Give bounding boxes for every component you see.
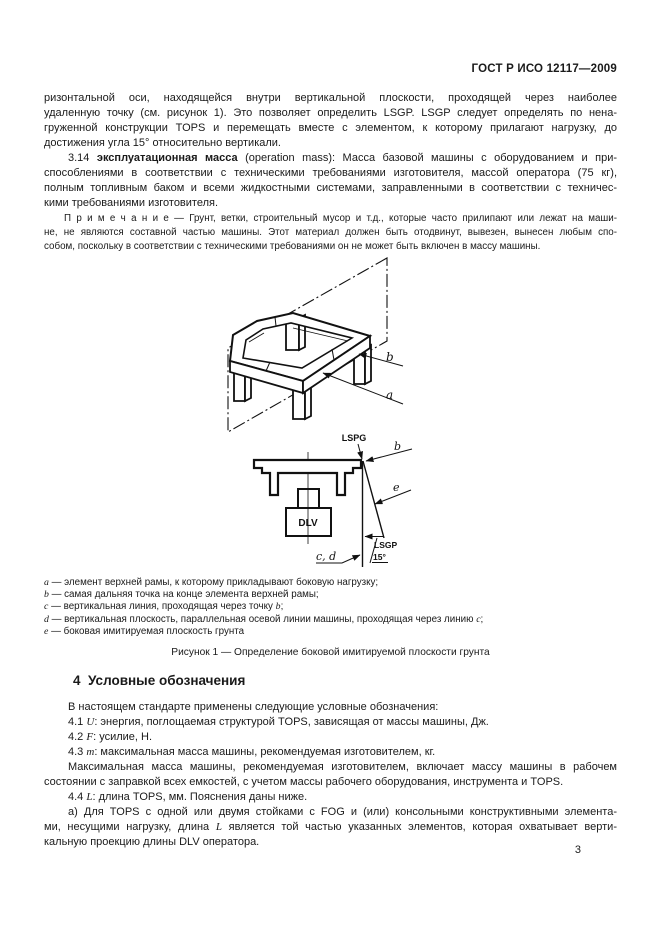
line-e-ground-plane	[363, 461, 384, 538]
text-line: a — элемент верхней рамы, к которому прикладывают боковую нагрузку;	[44, 577, 379, 588]
lspg-pointer-line	[358, 444, 362, 459]
section-4-heading: 4 Условные обозначения	[73, 673, 246, 688]
text-line: ми, несущими нагрузку, длина L является той частью указанных элементов, которая охватывает верти-	[44, 821, 617, 833]
text-line: удаленную точку (см. рисунок 1). Это позволяет определить LSGP. LSGP следует определять по нена-	[44, 107, 617, 119]
text-line: ризонтальной оси, находящейся внутри вертикальной плоскости, проходящей через наиболее	[44, 92, 617, 104]
text-line: собом, поскольку в соответствии с техническими требованиями он не может быть включен в массу машины.	[44, 240, 541, 252]
label-angle-value: 15°	[373, 552, 386, 562]
text-line: b — самая дальняя точка на конце элемента верхней рамы;	[44, 589, 319, 601]
text-line: достижения угла 15° относительно вертикали.	[44, 137, 281, 149]
text-line: d — вертикальная плоскость, параллельная осевой линии машины, проходящая через линию c;	[44, 613, 484, 625]
text-line: e — боковая имитируемая плоскость грунта	[44, 625, 245, 637]
document-header: ГОСТ Р ИСО 12117—2009	[471, 63, 617, 75]
text-line: не, не являются составной частью машины. Этот материал должен быть отодвинут, вывезен, вынесен любым спо-	[44, 226, 617, 238]
label-e-front: e	[393, 481, 400, 494]
label-lspg-top: LSPG	[341, 433, 367, 443]
text-line: кальную проекцию длины DLV оператора.	[44, 836, 260, 848]
text-line: 4.2 F: усилие, Н.	[68, 731, 153, 743]
text-line: В настоящем стандарте применены следующие условные обозначения:	[68, 701, 439, 713]
label-b-iso: b	[386, 350, 394, 364]
figure-1-drawing	[130, 256, 480, 578]
text-line: состоянии с заправкой всех емкостей, с учетом массы рабочего оборудования, инструмента и TOPS.	[44, 776, 564, 788]
text-line: c — вертикальная линия, проходящая через точку b;	[44, 601, 284, 613]
text-line: 4.1 U: энергия, поглощаемая структурой TOPS, зависящая от массы машины, Дж.	[68, 716, 489, 728]
label-b-front: b	[394, 440, 402, 453]
dlv-box-upper	[298, 489, 319, 508]
text-line: Максимальная масса машины, рекомендуемая изготовителем, включает массу машины в рабочем	[68, 761, 617, 773]
text-line: груженной конструкции TOPS и перемещать вместе с элементом, к которому прилагают нагрузку, до	[44, 122, 617, 134]
label-a-iso: a	[386, 388, 394, 402]
text-line: а) Для TOPS с одной или двумя стойками с FOG и (или) консольными конструктивными элемента-	[68, 806, 617, 818]
text-line: полным топливным баком и всеми жидкостными системами, заправленными в соответствии с техничес-	[44, 182, 617, 194]
text-line: 3.14 эксплуатационная масса (operation mass): Масса базовой машины с оборудованием и при-	[68, 152, 617, 164]
text-line: 4.3 m: максимальная масса машины, рекомендуемая изготовителем, кг.	[68, 746, 436, 758]
label-c-d: c, d	[316, 550, 337, 563]
leader-b-front	[366, 449, 412, 461]
figure-caption: Рисунок 1 — Определение боковой имитируемой плоскости грунта	[171, 647, 490, 658]
page-number: 3	[574, 844, 581, 856]
text-line: способлениями в соответствии с техническими требованиями изготовителя, массой оператора (75 кг),	[44, 167, 617, 179]
text-line: 4.4 L: длина TOPS, мм. Пояснения даны ниже.	[68, 791, 308, 803]
body-text	[44, 91, 617, 211]
note-text	[44, 212, 617, 253]
figure-legend	[44, 577, 617, 638]
section-4-text	[44, 700, 617, 850]
label-lsgp-angle: LSGP	[374, 540, 398, 550]
dlv-label: DLV	[298, 518, 318, 529]
text-line: П р и м е ч а н и е — Грунт, ветки, строительный мусор и т.д., которые часто прилипают или лежат на маши-	[64, 213, 617, 224]
text-line: кими требованиями изготовителя.	[44, 197, 219, 209]
